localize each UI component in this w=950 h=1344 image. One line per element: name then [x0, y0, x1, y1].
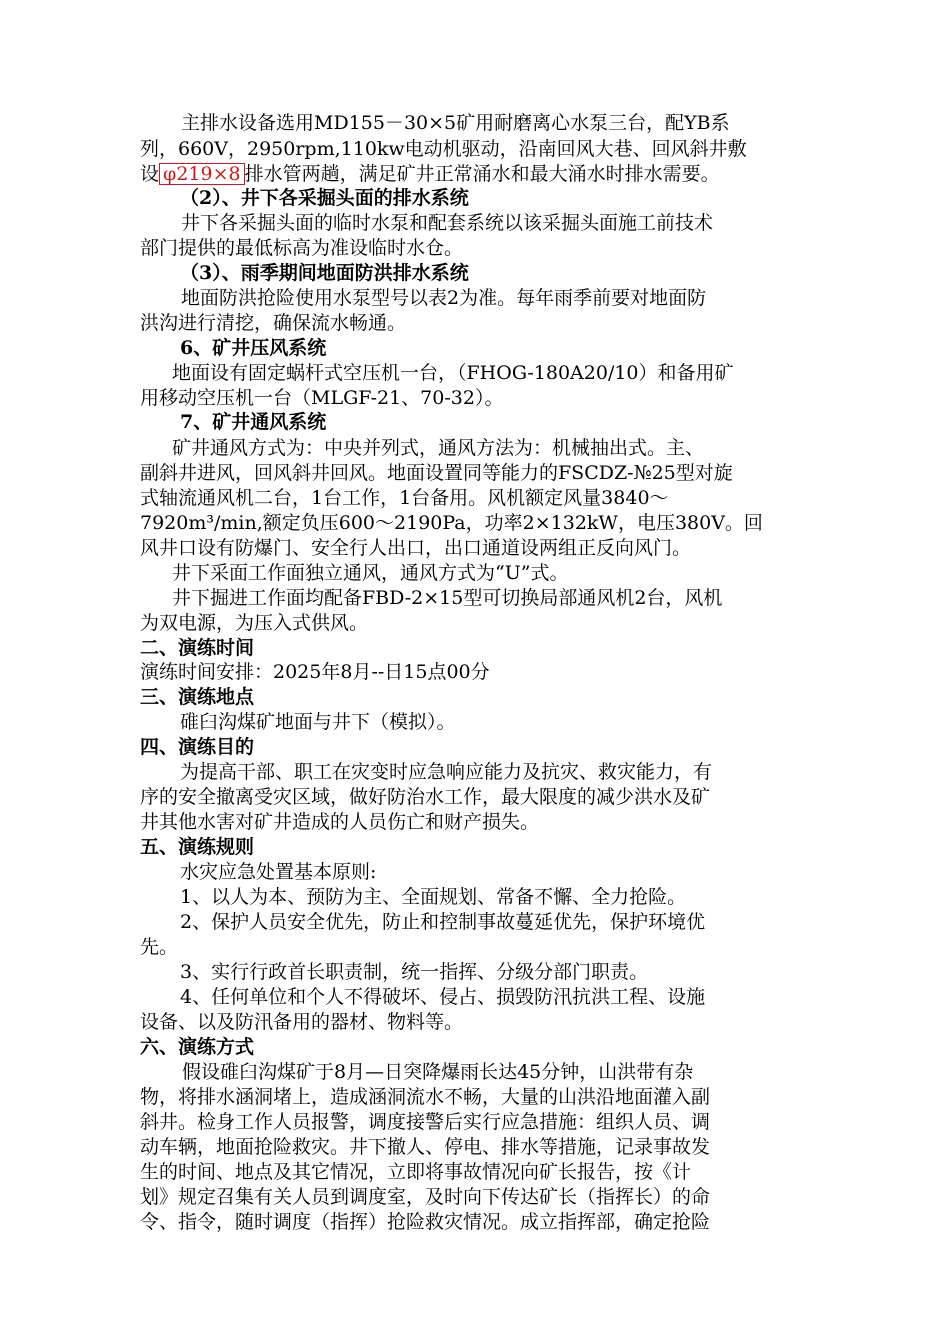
- rules-line-5: 3、实行行政首长职责制，统一指挥、分级分部门职责。: [180, 961, 649, 983]
- method-line-3: 斜井。检身工作人员报警，调度接警后实行应急措施：组织人员、调: [140, 1111, 711, 1133]
- section-heading-3: （3）、雨季期间地面防洪排水系统: [180, 262, 469, 284]
- pump-line-2: 列，660V，2950rpm,110kw电动机驱动，沿南回风大巷、回风斜井敷: [140, 138, 747, 160]
- sec7-line-4: 7920m³/min,额定负压600～2190Pa，功率2×132kW，电压380V。回: [140, 512, 763, 534]
- sec3-line-1: 地面防洪抢险使用水泵型号以表2为准。每年雨季前要对地面防: [181, 287, 707, 309]
- heading-drill-purpose: 四、演练目的: [140, 736, 255, 758]
- highlighted-pipe-spec: φ219×8: [159, 163, 245, 185]
- sec2-line-1: 井下各采掘头面的临时水泵和配套系统以该采掘头面施工前技术: [181, 212, 714, 234]
- rules-line-3: 2、保护人员安全优先，防止和控制事故蔓延优先，保护环境优: [180, 911, 706, 933]
- sec7-line-3: 式轴流通风机二台，1台工作，1台备用。风机额定风量3840～: [140, 487, 669, 509]
- rules-line-4: 先。: [140, 936, 179, 958]
- rules-line-6: 4、任何单位和个人不得破坏、侵占、损毁防汛抗洪工程、设施: [180, 986, 706, 1008]
- heading-drill-method: 六、演练方式: [140, 1036, 255, 1058]
- sec7-line-8: 为双电源，为压入式供风。: [140, 612, 369, 634]
- sec6-line-1: 地面设有固定蜗杆式空压机一台，（FHOG-180A20/10）和备用矿: [172, 362, 734, 384]
- rules-line-7: 设备、以及防汛备用的器材、物料等。: [140, 1011, 464, 1033]
- method-line-1: 假设碓臼沟煤矿于8月—日突降爆雨长达45分钟，山洪带有杂: [182, 1061, 694, 1083]
- sec7-line-5: 风井口设有防爆门、安全行人出口，出口通道设两组正反向风门。: [140, 537, 692, 559]
- method-line-5: 生的时间、地点及其它情况，立即将事故情况向矿长报告，按《计: [140, 1161, 692, 1183]
- method-line-4: 动车辆，地面抢险救灾。井下撤人、停电、排水等措施，记录事故发: [140, 1136, 711, 1158]
- section-heading-6: 6、矿井压风系统: [180, 337, 327, 359]
- purpose-line-2: 序的安全撤离受灾区域，做好防治水工作，最大限度的减少洪水及矿: [140, 786, 711, 808]
- pump-line-3-suffix: 排水管两趟，满足矿井正常涌水和最大涌水时排水需要。: [244, 163, 720, 185]
- pump-line-3: [140, 162, 810, 186]
- drill-time-line: 演练时间安排：2025年8月--日15点00分: [140, 661, 490, 683]
- sec3-line-2: 洪沟进行清挖，确保流水畅通。: [140, 312, 407, 334]
- heading-drill-location: 三、演练地点: [140, 686, 255, 708]
- rules-line-1: 水灾应急处置基本原则:: [180, 861, 377, 883]
- method-line-2: 物，将排水涵洞堵上，造成涵洞流水不畅，大量的山洪沿地面灌入副: [140, 1086, 711, 1108]
- section-heading-2: （2）、井下各采掘头面的排水系统: [180, 187, 469, 209]
- method-line-7: 令、指令，随时调度（指挥）抢险救灾情况。成立指挥部，确定抢险: [140, 1211, 711, 1233]
- sec7-line-6: 井下采面工作面独立通风，通风方式为“U”式。: [172, 562, 569, 584]
- pump-line-3-prefix: 设: [140, 163, 160, 185]
- purpose-line-3: 井其他水害对矿井造成的人员伤亡和财产损失。: [140, 811, 540, 833]
- sec7-line-1: 矿井通风方式为：中央并列式，通风方法为：机械抽出式。主、: [172, 437, 705, 459]
- sec2-line-2: 部门提供的最低标高为准设临时水仓。: [140, 237, 464, 259]
- rules-line-2: 1、以人为本、预防为主、全面规划、常备不懈、全力抢险。: [180, 886, 687, 908]
- pump-line-1: 主排水设备选用MD155－30×5矿用耐磨离心水泵三台，配YB系: [181, 112, 730, 134]
- sec7-line-2: 副斜井进风，回风斜井回风。地面设置同等能力的FSCDZ-№25型对旋: [140, 462, 733, 484]
- purpose-line-1: 为提高干部、职工在灾变时应急响应能力及抗灾、救灾能力，有: [180, 761, 713, 783]
- heading-drill-time: 二、演练时间: [140, 637, 255, 659]
- method-line-6: 划》规定召集有关人员到调度室，及时向下传达矿长（指挥长）的命: [140, 1186, 711, 1208]
- heading-drill-rules: 五、演练规则: [140, 836, 255, 858]
- drill-location-line: 碓臼沟煤矿地面与井下（模拟）。: [180, 711, 456, 733]
- sec7-line-7: 井下掘进工作面均配备FBD-2×15型可切换局部通风机2台，风机: [172, 587, 723, 609]
- section-heading-7: 7、矿井通风系统: [180, 411, 327, 433]
- sec6-line-2: 用移动空压机一台（MLGF-21、70-32）。: [140, 387, 504, 409]
